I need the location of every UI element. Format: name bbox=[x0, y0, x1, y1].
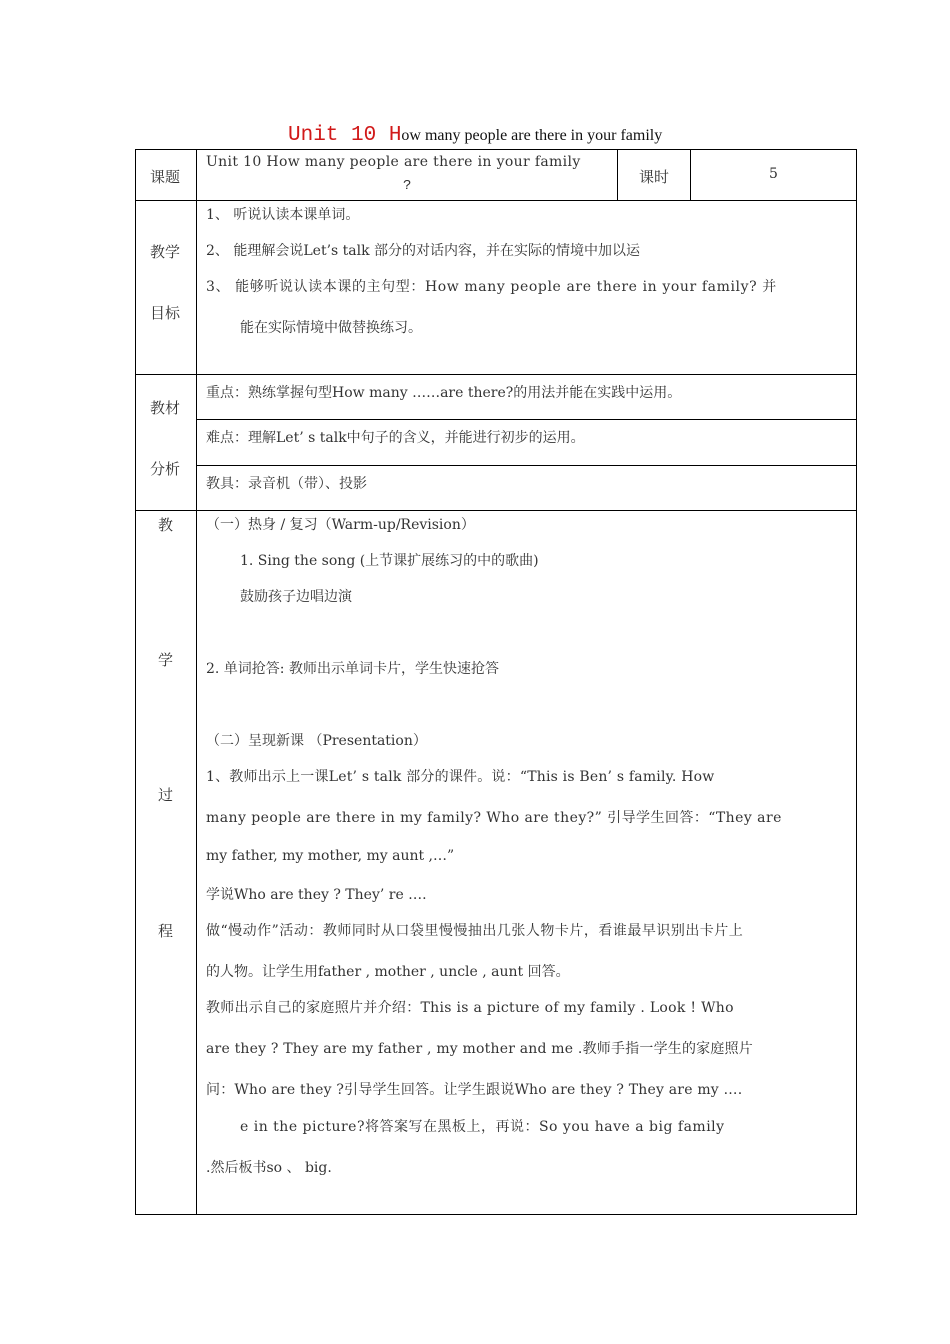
process-line: 教师出示自己的家庭照片并介绍：This is a picture of my family . Look ! Who bbox=[206, 1000, 734, 1016]
process-line: （二）呈现新课 （Presentation） bbox=[206, 733, 427, 749]
analysis-label-2: 分析 bbox=[150, 460, 181, 478]
row-divider-1 bbox=[135, 200, 857, 201]
document-title bbox=[288, 124, 662, 147]
process-line: 做“慢动作”活动：教师同时从口袋里慢慢抽出几张人物卡片，看谁最早识别出卡片上 bbox=[206, 923, 744, 939]
process-line: are they ? They are my father , my mother and me .教师手指一学生的家庭照片 bbox=[206, 1041, 753, 1057]
process-line: 学说Who are they ? They’ re …. bbox=[206, 887, 427, 903]
title-red-part: Unit 10 H bbox=[288, 124, 402, 147]
row-divider-2 bbox=[135, 374, 857, 375]
col-divider-period-label bbox=[617, 149, 618, 200]
teaching-tools: 教具：录音机（带）、投影 bbox=[206, 476, 367, 492]
process-line: 1、教师出示上一课Let’ s talk 部分的课件。说：“This is Ben’ s family. How bbox=[206, 769, 715, 785]
objective-item-3-cont: 能在实际情境中做替换练习。 bbox=[240, 320, 422, 336]
process-line: my father, my mother, my aunt ,…” bbox=[206, 848, 455, 864]
difficulty: 难点：理解Let’ s talk中句子的含义，并能进行初步的运用。 bbox=[206, 430, 585, 446]
process-line: 2. 单词抢答: 教师出示单词卡片，学生快速抢答 bbox=[206, 661, 499, 677]
analysis-label-1: 教材 bbox=[150, 399, 181, 417]
topic-label: 课题 bbox=[150, 168, 181, 186]
process-line: （一）热身 / 复习（Warm-up/Revision） bbox=[206, 517, 475, 533]
col-divider-label bbox=[196, 149, 197, 1215]
period-label: 课时 bbox=[639, 168, 670, 186]
process-line: many people are there in my family? Who are they?” 引导学生回答：“They are bbox=[206, 810, 782, 826]
objective-item-3: 3、 能够听说认读本课的主句型：How many people are there in your family? 并 bbox=[206, 279, 777, 295]
title-rest: ow many people are there in your family bbox=[401, 127, 663, 144]
process-label-2: 学 bbox=[158, 651, 174, 669]
objective-item-2: 2、 能理解会说Let’s talk 部分的对话内容，并在实际的情境中加以运 bbox=[206, 243, 641, 259]
row-divider-3 bbox=[196, 419, 857, 420]
process-line: 的人物。让学生用father , mother , uncle , aunt 回答。 bbox=[206, 964, 570, 980]
process-label-4: 程 bbox=[158, 922, 174, 940]
col-divider-period-value bbox=[690, 149, 691, 200]
key-point: 重点：熟练掌握句型How many ……are there?的用法并能在实践中运用。 bbox=[206, 385, 682, 401]
process-line: e in the picture?将答案写在黑板上，再说：So you have a big family bbox=[240, 1119, 725, 1135]
process-label-3: 过 bbox=[158, 786, 174, 804]
topic-line-1 bbox=[206, 154, 608, 170]
topic-text: Unit 10 How many people are there in your family bbox=[206, 154, 581, 170]
process-line: .然后板书so 、 big. bbox=[206, 1160, 332, 1176]
row-divider-4 bbox=[196, 465, 857, 466]
topic-line-2: ? bbox=[403, 178, 412, 194]
row-divider-5 bbox=[135, 510, 857, 511]
process-line: 鼓励孩子边唱边演 bbox=[240, 589, 352, 605]
process-line: 问：Who are they ?引导学生回答。让学生跟说Who are they ? They are my …. bbox=[206, 1082, 743, 1098]
process-line: 1. Sing the song (上节课扩展练习的中的歌曲) bbox=[240, 553, 539, 569]
objective-item-1: 1、 听说认读本课单词。 bbox=[206, 207, 360, 223]
process-label-1: 教 bbox=[158, 516, 174, 534]
objectives-label-1: 教学 bbox=[150, 243, 181, 261]
period-value: 5 bbox=[769, 166, 778, 182]
objectives-label-2: 目标 bbox=[150, 304, 181, 322]
